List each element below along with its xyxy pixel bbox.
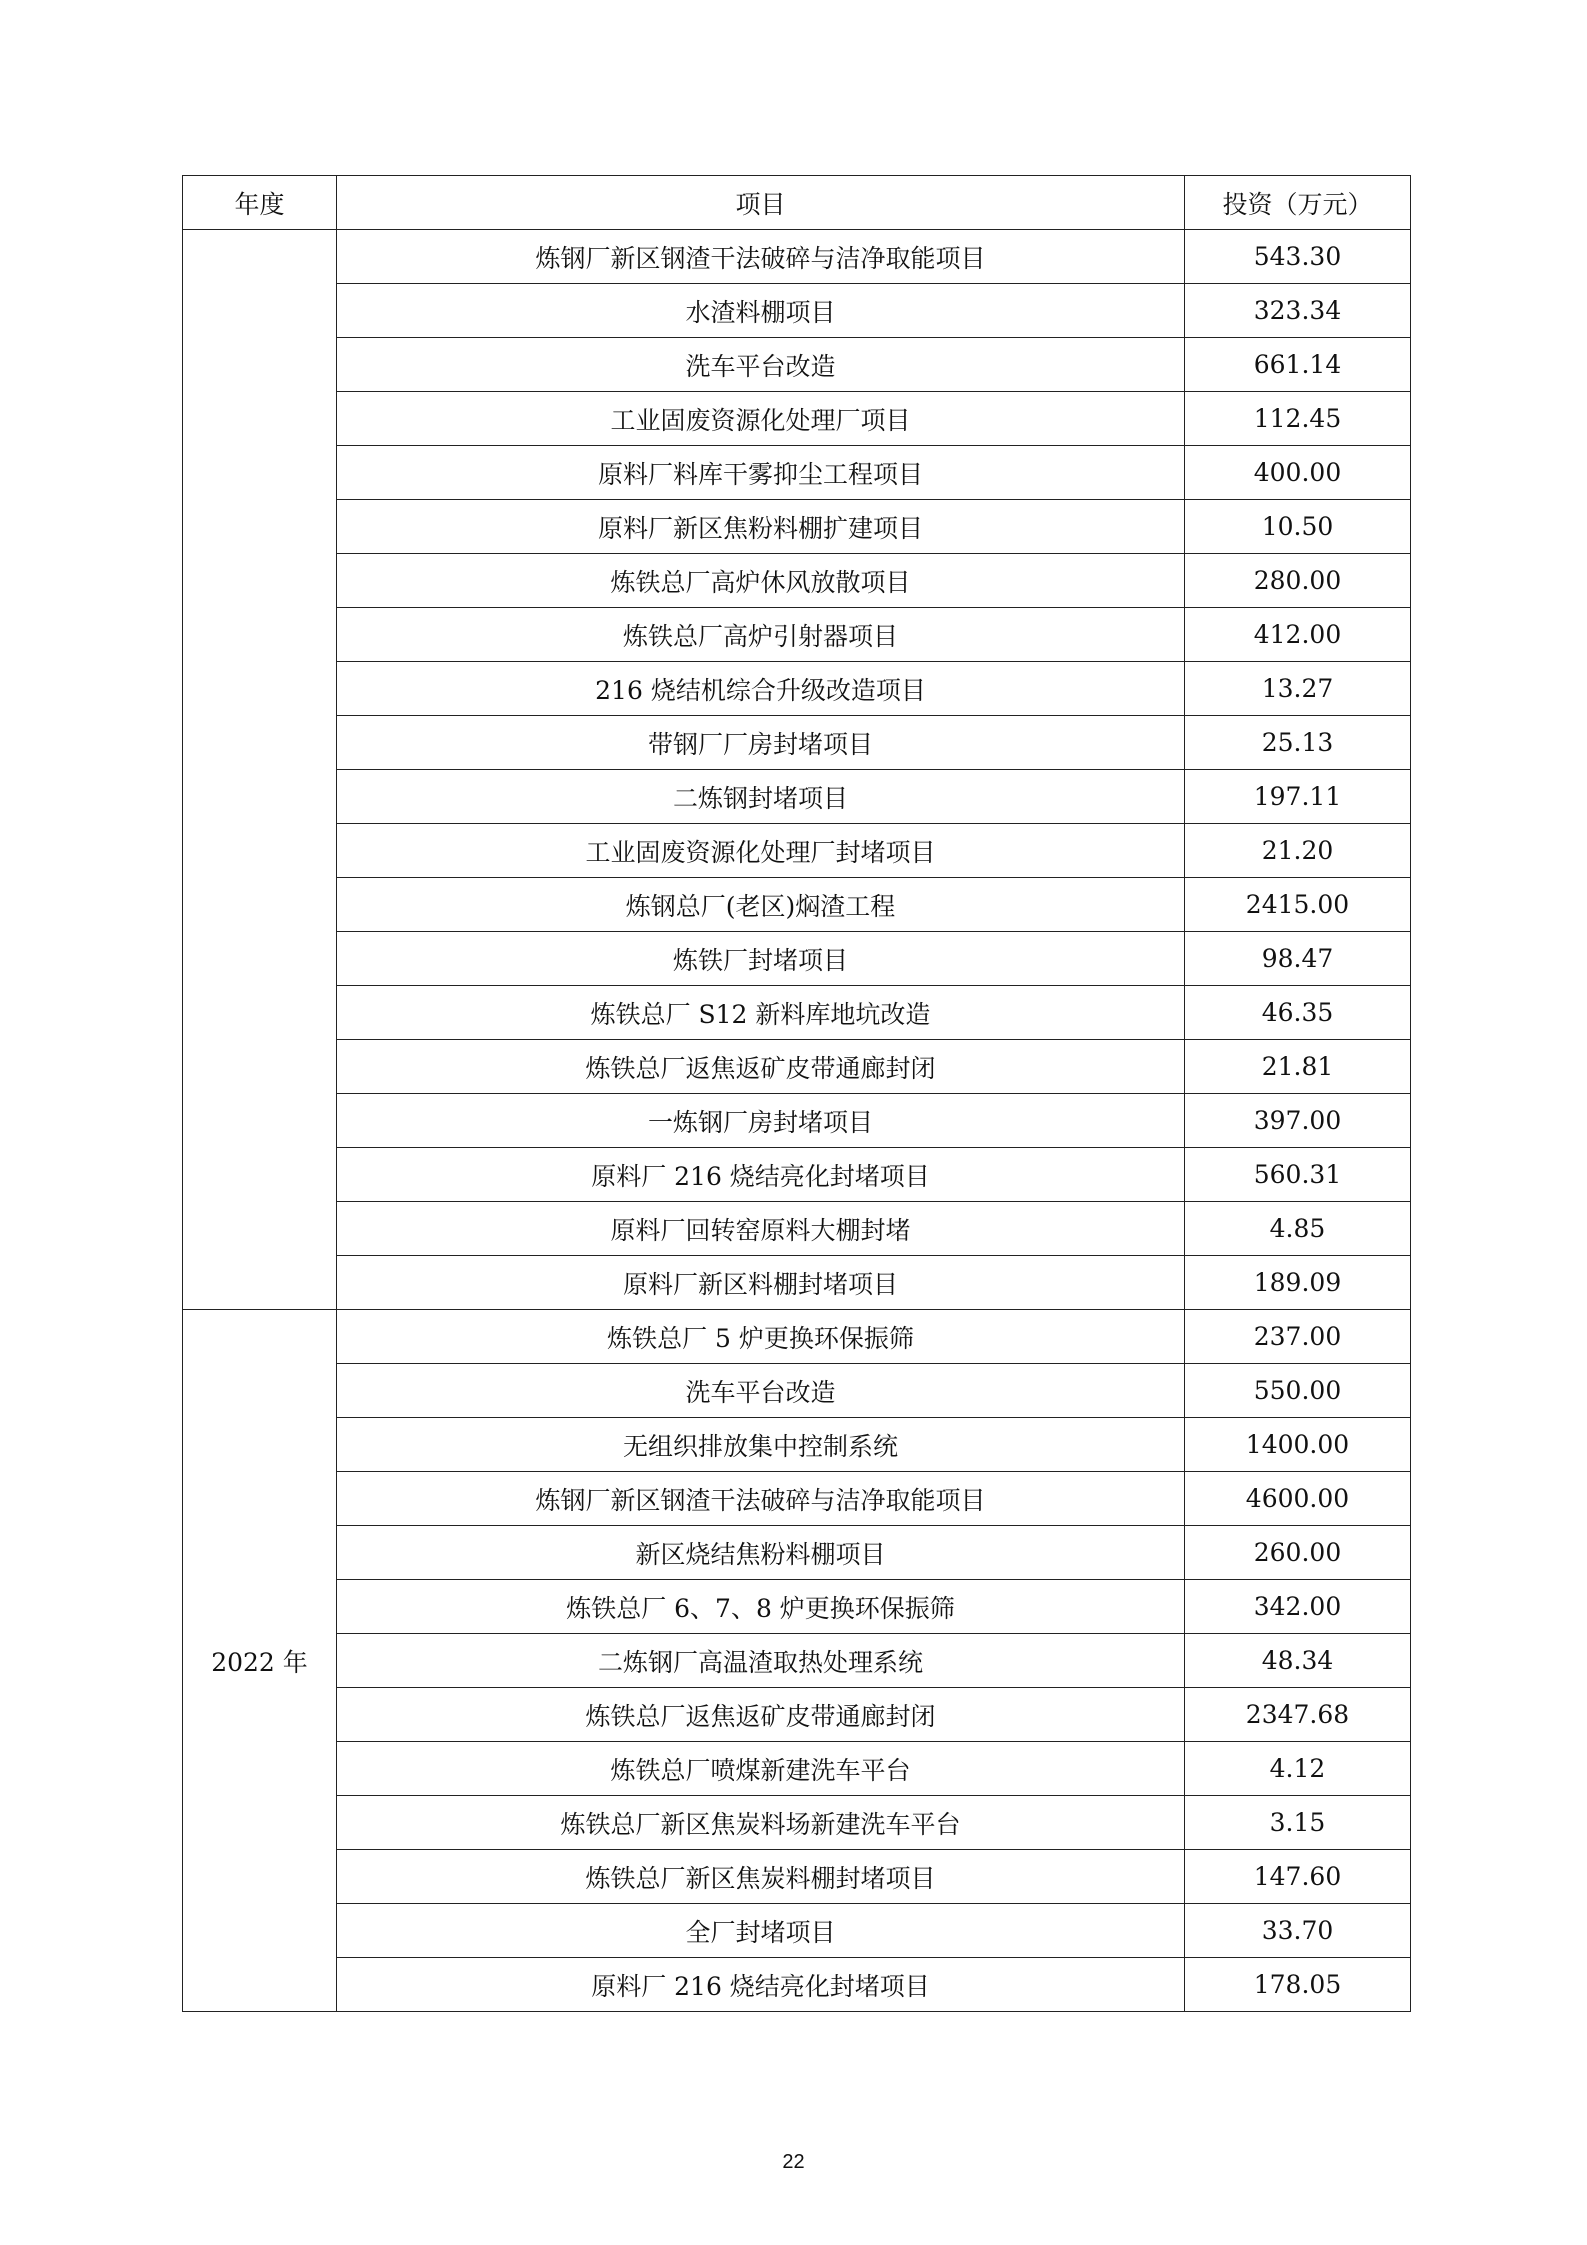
table-row: [183, 662, 1411, 716]
table-row: [183, 1958, 1411, 2012]
investment-cell: 21.20: [1185, 824, 1411, 878]
project-cell: 炼铁总厂喷煤新建洗车平台: [337, 1742, 1185, 1796]
investment-cell: 25.13: [1185, 716, 1411, 770]
header-project: 项目: [337, 176, 1185, 230]
table-row: [183, 1094, 1411, 1148]
table-row: [183, 500, 1411, 554]
project-cell: 原料厂 216 烧结亮化封堵项目: [337, 1148, 1185, 1202]
project-cell: 带钢厂厂房封堵项目: [337, 716, 1185, 770]
table-row: [183, 1148, 1411, 1202]
investment-cell: 46.35: [1185, 986, 1411, 1040]
table-row: [183, 608, 1411, 662]
project-cell: 二炼钢厂高温渣取热处理系统: [337, 1634, 1185, 1688]
year-cell: [183, 230, 337, 1310]
table-row: [183, 1256, 1411, 1310]
investment-cell: 400.00: [1185, 446, 1411, 500]
table-row: [183, 1472, 1411, 1526]
table-row: [183, 1418, 1411, 1472]
project-cell: 炼铁总厂新区焦炭料棚封堵项目: [337, 1850, 1185, 1904]
investment-cell: 48.34: [1185, 1634, 1411, 1688]
project-cell: 水渣料棚项目: [337, 284, 1185, 338]
investment-cell: 543.30: [1185, 230, 1411, 284]
project-cell: 216 烧结机综合升级改造项目: [337, 662, 1185, 716]
investment-cell: 178.05: [1185, 1958, 1411, 2012]
project-cell: 工业固废资源化处理厂项目: [337, 392, 1185, 446]
investment-cell: 189.09: [1185, 1256, 1411, 1310]
project-cell: 原料厂料库干雾抑尘工程项目: [337, 446, 1185, 500]
investment-cell: 397.00: [1185, 1094, 1411, 1148]
project-cell: 炼铁总厂新区焦炭料场新建洗车平台: [337, 1796, 1185, 1850]
table-row: [183, 1364, 1411, 1418]
project-cell: 炼铁总厂 S12 新料库地坑改造: [337, 986, 1185, 1040]
table-header-row: [183, 176, 1411, 230]
investment-cell: 260.00: [1185, 1526, 1411, 1580]
table-row: [183, 1202, 1411, 1256]
investment-cell: 560.31: [1185, 1148, 1411, 1202]
project-cell: 新区烧结焦粉料棚项目: [337, 1526, 1185, 1580]
header-year: 年度: [183, 176, 337, 230]
table-row: [183, 554, 1411, 608]
table-row: [183, 1796, 1411, 1850]
project-cell: 炼铁总厂 5 炉更换环保振筛: [337, 1310, 1185, 1364]
investment-cell: 197.11: [1185, 770, 1411, 824]
project-cell: 炼钢总厂(老区)焖渣工程: [337, 878, 1185, 932]
investment-cell: 4.12: [1185, 1742, 1411, 1796]
project-cell: 二炼钢封堵项目: [337, 770, 1185, 824]
investment-cell: 342.00: [1185, 1580, 1411, 1634]
table-row: [183, 770, 1411, 824]
investment-cell: 237.00: [1185, 1310, 1411, 1364]
table-row: [183, 392, 1411, 446]
investment-cell: 2415.00: [1185, 878, 1411, 932]
table-row: [183, 878, 1411, 932]
investment-cell: 1400.00: [1185, 1418, 1411, 1472]
project-cell: 炼铁总厂高炉引射器项目: [337, 608, 1185, 662]
table-body: [183, 230, 1411, 2012]
investment-cell: 3.15: [1185, 1796, 1411, 1850]
investment-cell: 21.81: [1185, 1040, 1411, 1094]
project-cell: 全厂封堵项目: [337, 1904, 1185, 1958]
investment-cell: 4600.00: [1185, 1472, 1411, 1526]
investment-cell: 412.00: [1185, 608, 1411, 662]
table-row: [183, 824, 1411, 878]
project-cell: 原料厂 216 烧结亮化封堵项目: [337, 1958, 1185, 2012]
header-investment: 投资（万元）: [1185, 176, 1411, 230]
table-row: [183, 1742, 1411, 1796]
project-cell: 工业固废资源化处理厂封堵项目: [337, 824, 1185, 878]
investment-cell: 13.27: [1185, 662, 1411, 716]
table-row: [183, 338, 1411, 392]
project-cell: 炼铁总厂高炉休风放散项目: [337, 554, 1185, 608]
page-number: 22: [782, 2151, 805, 2173]
project-cell: 炼钢厂新区钢渣干法破碎与洁净取能项目: [337, 230, 1185, 284]
project-cell: 炼铁总厂返焦返矿皮带通廊封闭: [337, 1040, 1185, 1094]
table-row: [183, 1634, 1411, 1688]
investment-cell: 2347.68: [1185, 1688, 1411, 1742]
table-row: [183, 1904, 1411, 1958]
project-cell: 炼钢厂新区钢渣干法破碎与洁净取能项目: [337, 1472, 1185, 1526]
project-cell: 洗车平台改造: [337, 338, 1185, 392]
investment-cell: 661.14: [1185, 338, 1411, 392]
project-cell: 洗车平台改造: [337, 1364, 1185, 1418]
investment-cell: 323.34: [1185, 284, 1411, 338]
table-row: [183, 1580, 1411, 1634]
project-cell: 原料厂回转窑原料大棚封堵: [337, 1202, 1185, 1256]
investment-cell: 10.50: [1185, 500, 1411, 554]
table-row: [183, 284, 1411, 338]
project-cell: 炼铁总厂返焦返矿皮带通廊封闭: [337, 1688, 1185, 1742]
table-row: [183, 1310, 1411, 1364]
project-cell: 炼铁厂封堵项目: [337, 932, 1185, 986]
investment-cell: 98.47: [1185, 932, 1411, 986]
investment-cell: 33.70: [1185, 1904, 1411, 1958]
project-cell: 原料厂新区料棚封堵项目: [337, 1256, 1185, 1310]
table-row: [183, 1688, 1411, 1742]
project-cell: 原料厂新区焦粉料棚扩建项目: [337, 500, 1185, 554]
table-row: [183, 986, 1411, 1040]
year-cell: 2022 年: [183, 1310, 337, 2012]
table-row: [183, 1850, 1411, 1904]
table-row: [183, 716, 1411, 770]
investment-cell: 550.00: [1185, 1364, 1411, 1418]
investment-cell: 112.45: [1185, 392, 1411, 446]
project-cell: 炼铁总厂 6、7、8 炉更换环保振筛: [337, 1580, 1185, 1634]
project-cell: 无组织排放集中控制系统: [337, 1418, 1185, 1472]
table-row: [183, 446, 1411, 500]
table-row: [183, 932, 1411, 986]
project-cell: 一炼钢厂房封堵项目: [337, 1094, 1185, 1148]
table-row: [183, 1526, 1411, 1580]
investment-cell: 4.85: [1185, 1202, 1411, 1256]
investment-cell: 147.60: [1185, 1850, 1411, 1904]
table-row: [183, 1040, 1411, 1094]
investment-cell: 280.00: [1185, 554, 1411, 608]
table-row: [183, 230, 1411, 284]
investment-table: [182, 175, 1411, 2012]
